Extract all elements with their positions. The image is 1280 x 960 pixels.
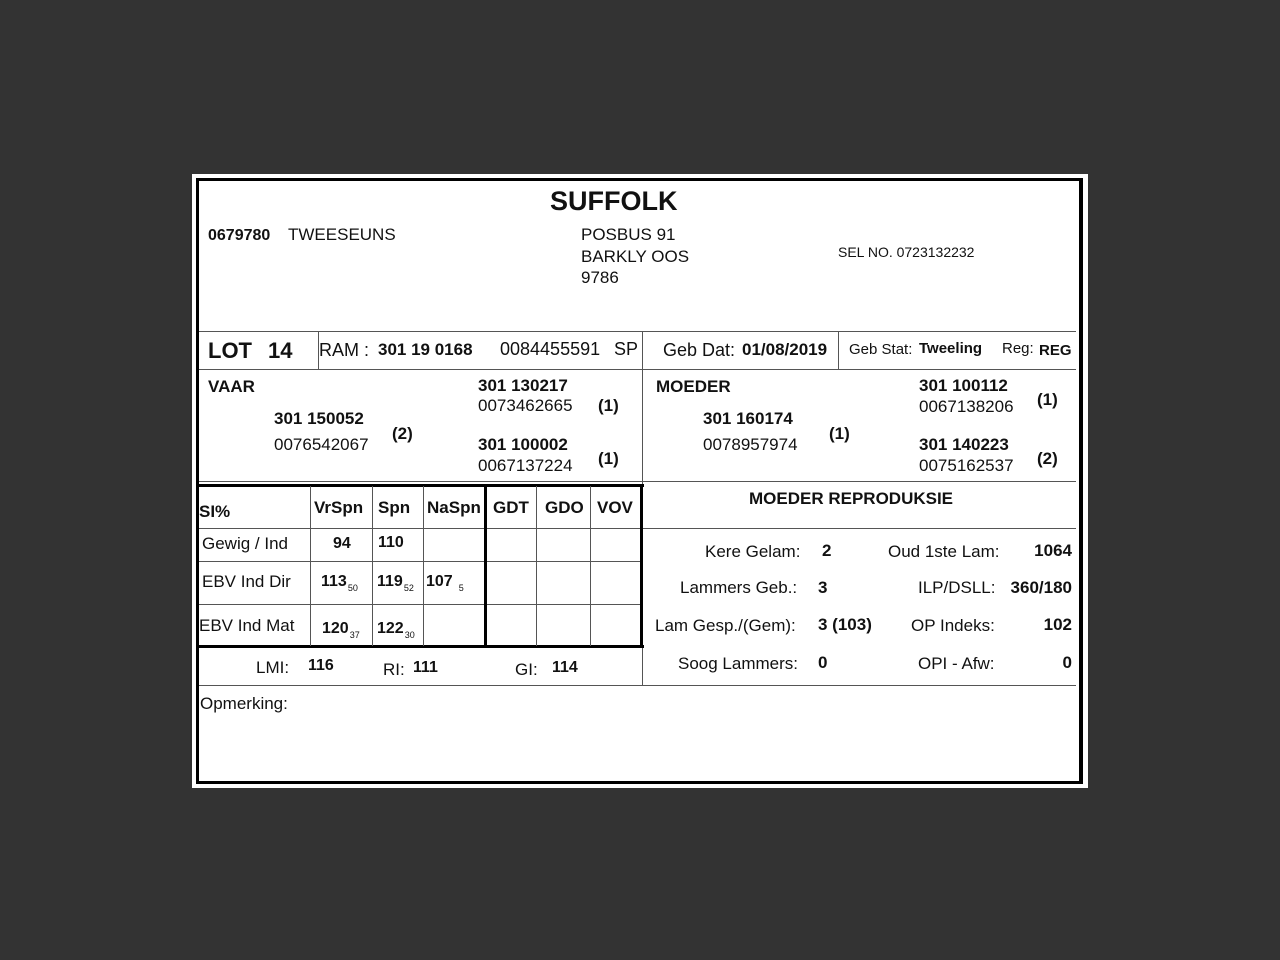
- address-line-3: 9786: [581, 268, 619, 287]
- sire-dam-id: 301 100002: [478, 435, 568, 454]
- phone-number: SEL NO. 0723132232: [838, 244, 975, 260]
- perf-cell: $113_{50}$: [321, 573, 358, 593]
- divider: [199, 685, 1076, 686]
- birth-date-label: Geb Dat:: [663, 340, 736, 360]
- sire-sire-id: 301 130217: [478, 376, 568, 395]
- address-line-2: BARKLY OOS: [581, 247, 690, 266]
- lot-number: 14: [268, 338, 293, 363]
- dam-dam-count: (2): [1037, 449, 1058, 468]
- perf-header-naspn: NaSpn: [427, 498, 481, 517]
- perf-cell: 94: [333, 535, 351, 552]
- dam-label: MOEDER: [656, 377, 731, 396]
- divider: [199, 369, 1076, 370]
- dam-count: (1): [829, 424, 850, 443]
- sire-sire-count: (1): [598, 396, 619, 415]
- repro-label: Soog Lammers:: [678, 654, 798, 673]
- birth-date: 01/08/2019: [742, 340, 828, 359]
- sire-sire-reg: 0073462665: [478, 396, 573, 415]
- perf-header-gdt: GDT: [493, 498, 529, 517]
- reg-value: REG: [1039, 342, 1072, 359]
- perf-row-label: EBV Ind Mat: [199, 616, 295, 635]
- sire-dam-reg: 0067137224: [478, 456, 573, 475]
- grid-line: [199, 484, 644, 487]
- dam-id: 301 160174: [703, 409, 793, 428]
- remarks-label: Opmerking:: [200, 694, 288, 713]
- address-line-1: POSBUS 91: [581, 225, 676, 244]
- divider: [838, 331, 839, 369]
- lmi-label: LMI:: [256, 658, 290, 677]
- perf-row-label: Gewig / Ind: [202, 534, 288, 553]
- birth-status-label: Geb Stat:: [849, 341, 913, 358]
- dam-sire-id: 301 100112: [919, 376, 1008, 395]
- divider: [199, 481, 1076, 482]
- perf-cell: 107 $_5$: [426, 573, 464, 593]
- reg-label: Reg:: [1002, 340, 1034, 357]
- grid-line: [199, 645, 644, 648]
- breed-title: SUFFOLK: [550, 186, 678, 216]
- birth-status: Tweeling: [919, 340, 983, 357]
- dam-sire-count: (1): [1037, 390, 1058, 409]
- ram-suffix: SP: [614, 339, 639, 359]
- grid-line: [199, 561, 643, 562]
- grid-line: [310, 486, 311, 646]
- divider: [642, 528, 1076, 529]
- dam-reg: 0078957974: [703, 435, 798, 454]
- sire-count: (2): [392, 424, 413, 443]
- perf-cell: [427, 621, 428, 637]
- repro-label: Kere Gelam:: [705, 542, 801, 561]
- ram-id: 301 19 0168: [378, 340, 473, 359]
- ri-value: 111: [413, 659, 438, 676]
- grid-line: [536, 486, 537, 646]
- lot-label: LOT: [208, 338, 252, 363]
- grid-line: [372, 486, 373, 646]
- grid-line: [199, 528, 643, 529]
- sire-dam-count: (1): [598, 449, 619, 468]
- repro-value: 360/180: [1010, 578, 1072, 597]
- repro-label: ILP/DSLL:: [918, 578, 996, 597]
- repro-value: 1064: [1034, 541, 1072, 560]
- repro-label: OPI - Afw:: [918, 654, 995, 673]
- perf-header-vrspn: VrSpn: [314, 498, 364, 517]
- gi-label: GI:: [515, 660, 538, 679]
- owner-name: TWEESEUNS: [288, 225, 396, 244]
- perf-cell: $120_{37}$: [322, 620, 360, 640]
- lmi-value: 116: [308, 657, 334, 674]
- grid-line: [199, 604, 643, 605]
- dam-dam-reg: 0075162537: [919, 456, 1014, 475]
- repro-label: Oud 1ste Lam:: [888, 542, 1000, 561]
- sire-reg: 0076542067: [274, 435, 369, 454]
- repro-label: OP Indeks:: [911, 616, 995, 635]
- perf-header-spn: Spn: [378, 498, 411, 517]
- ram-reg: 0084455591: [500, 339, 601, 359]
- repro-label: Lam Gesp./(Gem):: [655, 616, 796, 635]
- repro-value: 0: [818, 653, 828, 672]
- gi-value: 114: [552, 659, 578, 676]
- perf-header-gdo: GDO: [545, 498, 584, 517]
- repro-value: 0: [1062, 653, 1072, 672]
- perf-header-vov: VOV: [597, 498, 633, 517]
- repro-value: 2: [822, 541, 832, 560]
- ram-label: RAM :: [319, 340, 370, 360]
- owner-code: 0679780: [208, 227, 271, 244]
- perf-cell: 110: [378, 534, 404, 551]
- repro-value: 3 (103): [818, 615, 872, 634]
- perf-cell: $122_{30}$: [377, 620, 415, 640]
- grid-line: [484, 484, 487, 648]
- sire-label: VAAR: [208, 377, 255, 396]
- repro-value: 102: [1043, 615, 1072, 634]
- repro-value: 3: [818, 578, 828, 597]
- grid-line: [423, 486, 424, 646]
- ri-label: RI:: [383, 660, 405, 679]
- repro-label: Lammers Geb.:: [680, 578, 798, 597]
- grid-line: [640, 484, 643, 648]
- divider: [199, 331, 1076, 332]
- perf-cell: $119_{52}$: [377, 573, 414, 593]
- perf-cell: [427, 535, 428, 551]
- sire-id: 301 150052: [274, 409, 364, 428]
- grid-line: [590, 486, 591, 646]
- perf-header-si: SI%: [199, 502, 231, 521]
- perf-row-label: EBV Ind Dir: [202, 572, 291, 591]
- dam-sire-reg: 0067138206: [919, 397, 1014, 416]
- dam-dam-id: 301 140223: [919, 435, 1009, 454]
- repro-title: MOEDER REPRODUKSIE: [749, 489, 954, 508]
